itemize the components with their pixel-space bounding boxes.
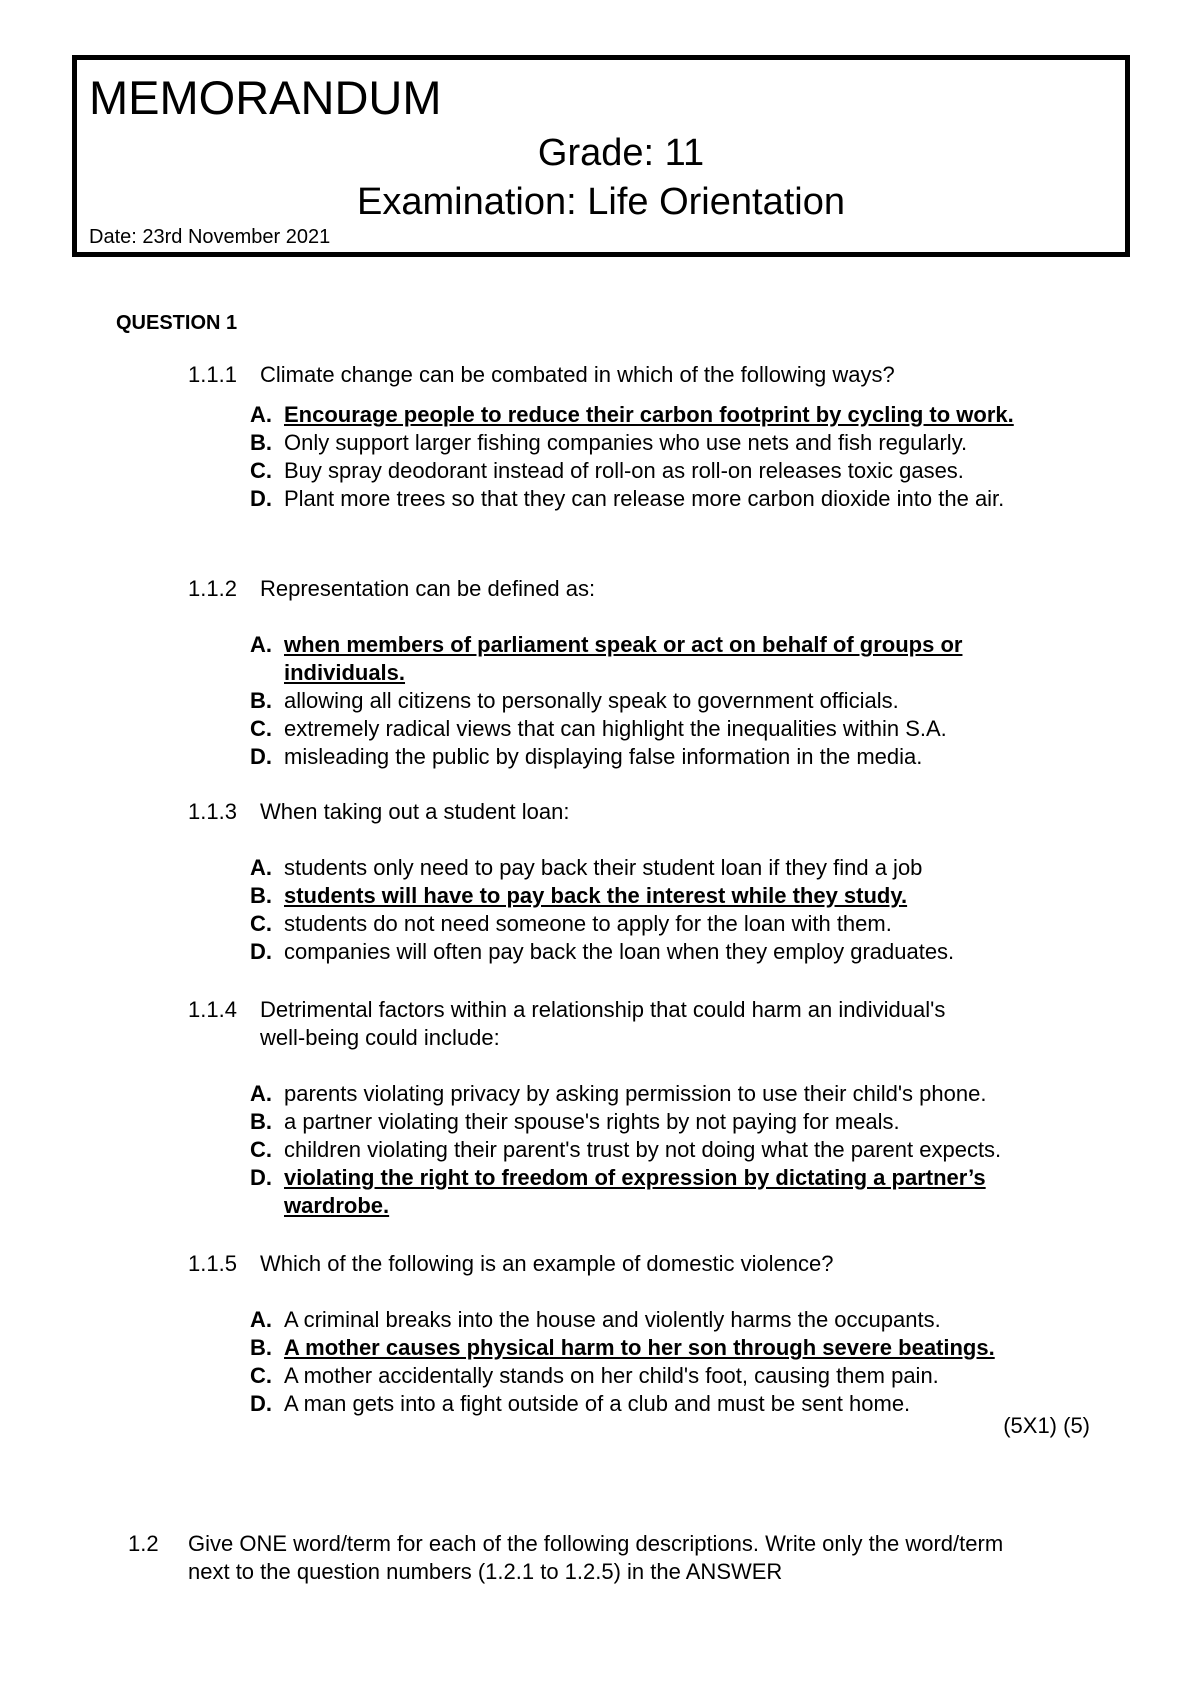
option-a [250, 401, 1088, 429]
question-stem [188, 798, 1088, 826]
option-list [250, 1080, 1088, 1220]
option-a [250, 1306, 1088, 1334]
option-text: a partner violating their spouse's rights by not paying for meals. [284, 1109, 900, 1134]
question-1-1-3 [188, 798, 1088, 982]
question-1-1-1 [188, 361, 1088, 529]
header-box [72, 55, 1130, 257]
option-text: students only need to pay back their student loan if they find a job [284, 855, 923, 880]
option-letter: A. [250, 855, 272, 880]
option-b [250, 1108, 1088, 1136]
option-list [250, 1306, 1088, 1418]
grade-label: Grade: 11 [537, 132, 705, 174]
option-text: Only support larger fishing companies who use nets and fish regularly. [284, 430, 968, 455]
option-letter: A. [250, 632, 272, 657]
option-a [250, 1080, 1088, 1108]
option-letter: B. [250, 688, 272, 713]
question-number: 1.1.4 [188, 997, 237, 1022]
option-text: extremely radical views that can highlight the inequalities within S.A. [284, 716, 947, 741]
option-c [250, 1136, 1088, 1164]
option-text: Encourage people to reduce their carbon footprint by cycling to work. [284, 402, 1014, 427]
option-letter: A. [250, 1081, 272, 1106]
question-stem [188, 361, 1088, 389]
option-a [250, 854, 1088, 882]
option-text: Buy spray deodorant instead of roll-on as roll-on releases toxic gases. [284, 458, 964, 483]
option-d [250, 1164, 1088, 1220]
option-b [250, 429, 1088, 457]
option-text: students do not need someone to apply for the loan with them. [284, 911, 892, 936]
option-text: when members of parliament speak or act on behalf of groups or individuals. [284, 632, 963, 685]
option-b [250, 687, 1088, 715]
question-number: 1.1.3 [188, 799, 237, 824]
option-letter: B. [250, 1109, 272, 1134]
option-letter: D. [250, 744, 272, 769]
option-c [250, 1362, 1088, 1390]
option-b [250, 882, 1088, 910]
option-letter: B. [250, 1335, 272, 1360]
question-text: Give ONE word/term for each of the following descriptions. Write only the word/term next to the question numbers (1.2.1 to 1.2.5) in the ANSWER [188, 1531, 1004, 1584]
question-text: Which of the following is an example of domestic violence? [260, 1251, 834, 1276]
option-letter: C. [250, 716, 272, 741]
option-text: companies will often pay back the loan when they employ graduates. [284, 939, 955, 964]
option-list [250, 854, 1088, 966]
option-list [250, 631, 1088, 771]
marks-allocation: (5X1) (5) [1003, 1413, 1090, 1438]
option-c [250, 715, 1088, 743]
option-text: Plant more trees so that they can release more carbon dioxide into the air. [284, 486, 1005, 511]
question-1-1-2 [188, 575, 1088, 787]
question-number: 1.2 [128, 1531, 159, 1556]
option-list [250, 401, 1088, 513]
question-stem [188, 575, 1088, 603]
question-text: Representation can be defined as: [260, 576, 596, 601]
option-letter: A. [250, 1307, 272, 1332]
option-text: A mother accidentally stands on her child's foot, causing them pain. [284, 1363, 939, 1388]
option-text: children violating their parent's trust by not doing what the parent expects. [284, 1137, 1002, 1162]
question-number: 1.1.5 [188, 1251, 237, 1276]
question-text: When taking out a student loan: [260, 799, 570, 824]
option-c [250, 457, 1088, 485]
question-number: 1.1.1 [188, 362, 237, 387]
option-letter: D. [250, 486, 272, 511]
question-text: Detrimental factors within a relationship that could harm an individual's well-being could include: [260, 997, 946, 1050]
option-d [250, 1390, 1088, 1418]
option-text: parents violating privacy by asking permission to use their child's phone. [284, 1081, 987, 1106]
option-text: A criminal breaks into the house and violently harms the occupants. [284, 1307, 941, 1332]
option-text: misleading the public by displaying false information in the media. [284, 744, 923, 769]
question-1-2 [128, 1530, 1028, 1586]
option-text: A mother causes physical harm to her son through severe beatings. [284, 1335, 995, 1360]
option-letter: D. [250, 1165, 272, 1190]
option-d [250, 485, 1088, 513]
option-d [250, 743, 1088, 771]
option-text: A man gets into a fight outside of a club and must be sent home. [284, 1391, 911, 1416]
option-letter: D. [250, 939, 272, 964]
option-letter: C. [250, 1137, 272, 1162]
option-d [250, 938, 1088, 966]
exam-date: Date: 23rd November 2021 [89, 226, 331, 248]
option-text: allowing all citizens to personally speak to government officials. [284, 688, 899, 713]
question-1-1-4 [188, 996, 1088, 1236]
option-b [250, 1334, 1088, 1362]
examination-label: Examination: Life Orientation [357, 181, 845, 223]
option-letter: B. [250, 883, 272, 908]
question-1-1-5 [188, 1250, 1088, 1434]
option-letter: B. [250, 430, 272, 455]
option-letter: C. [250, 1363, 272, 1388]
option-text: violating the right to freedom of expression by dictating a partner’s wardrobe. [284, 1165, 986, 1218]
question-stem [188, 1250, 1088, 1278]
option-a [250, 631, 1088, 687]
document-title: MEMORANDUM [89, 71, 442, 124]
option-letter: C. [250, 911, 272, 936]
option-letter: C. [250, 458, 272, 483]
question-number: 1.1.2 [188, 576, 237, 601]
option-letter: A. [250, 402, 272, 427]
option-text: students will have to pay back the interest while they study. [284, 883, 908, 908]
option-letter: D. [250, 1391, 272, 1416]
question-stem [188, 996, 1088, 1052]
question-text: Climate change can be combated in which of the following ways? [260, 362, 895, 387]
option-c [250, 910, 1088, 938]
section-title: QUESTION 1 [116, 312, 238, 334]
